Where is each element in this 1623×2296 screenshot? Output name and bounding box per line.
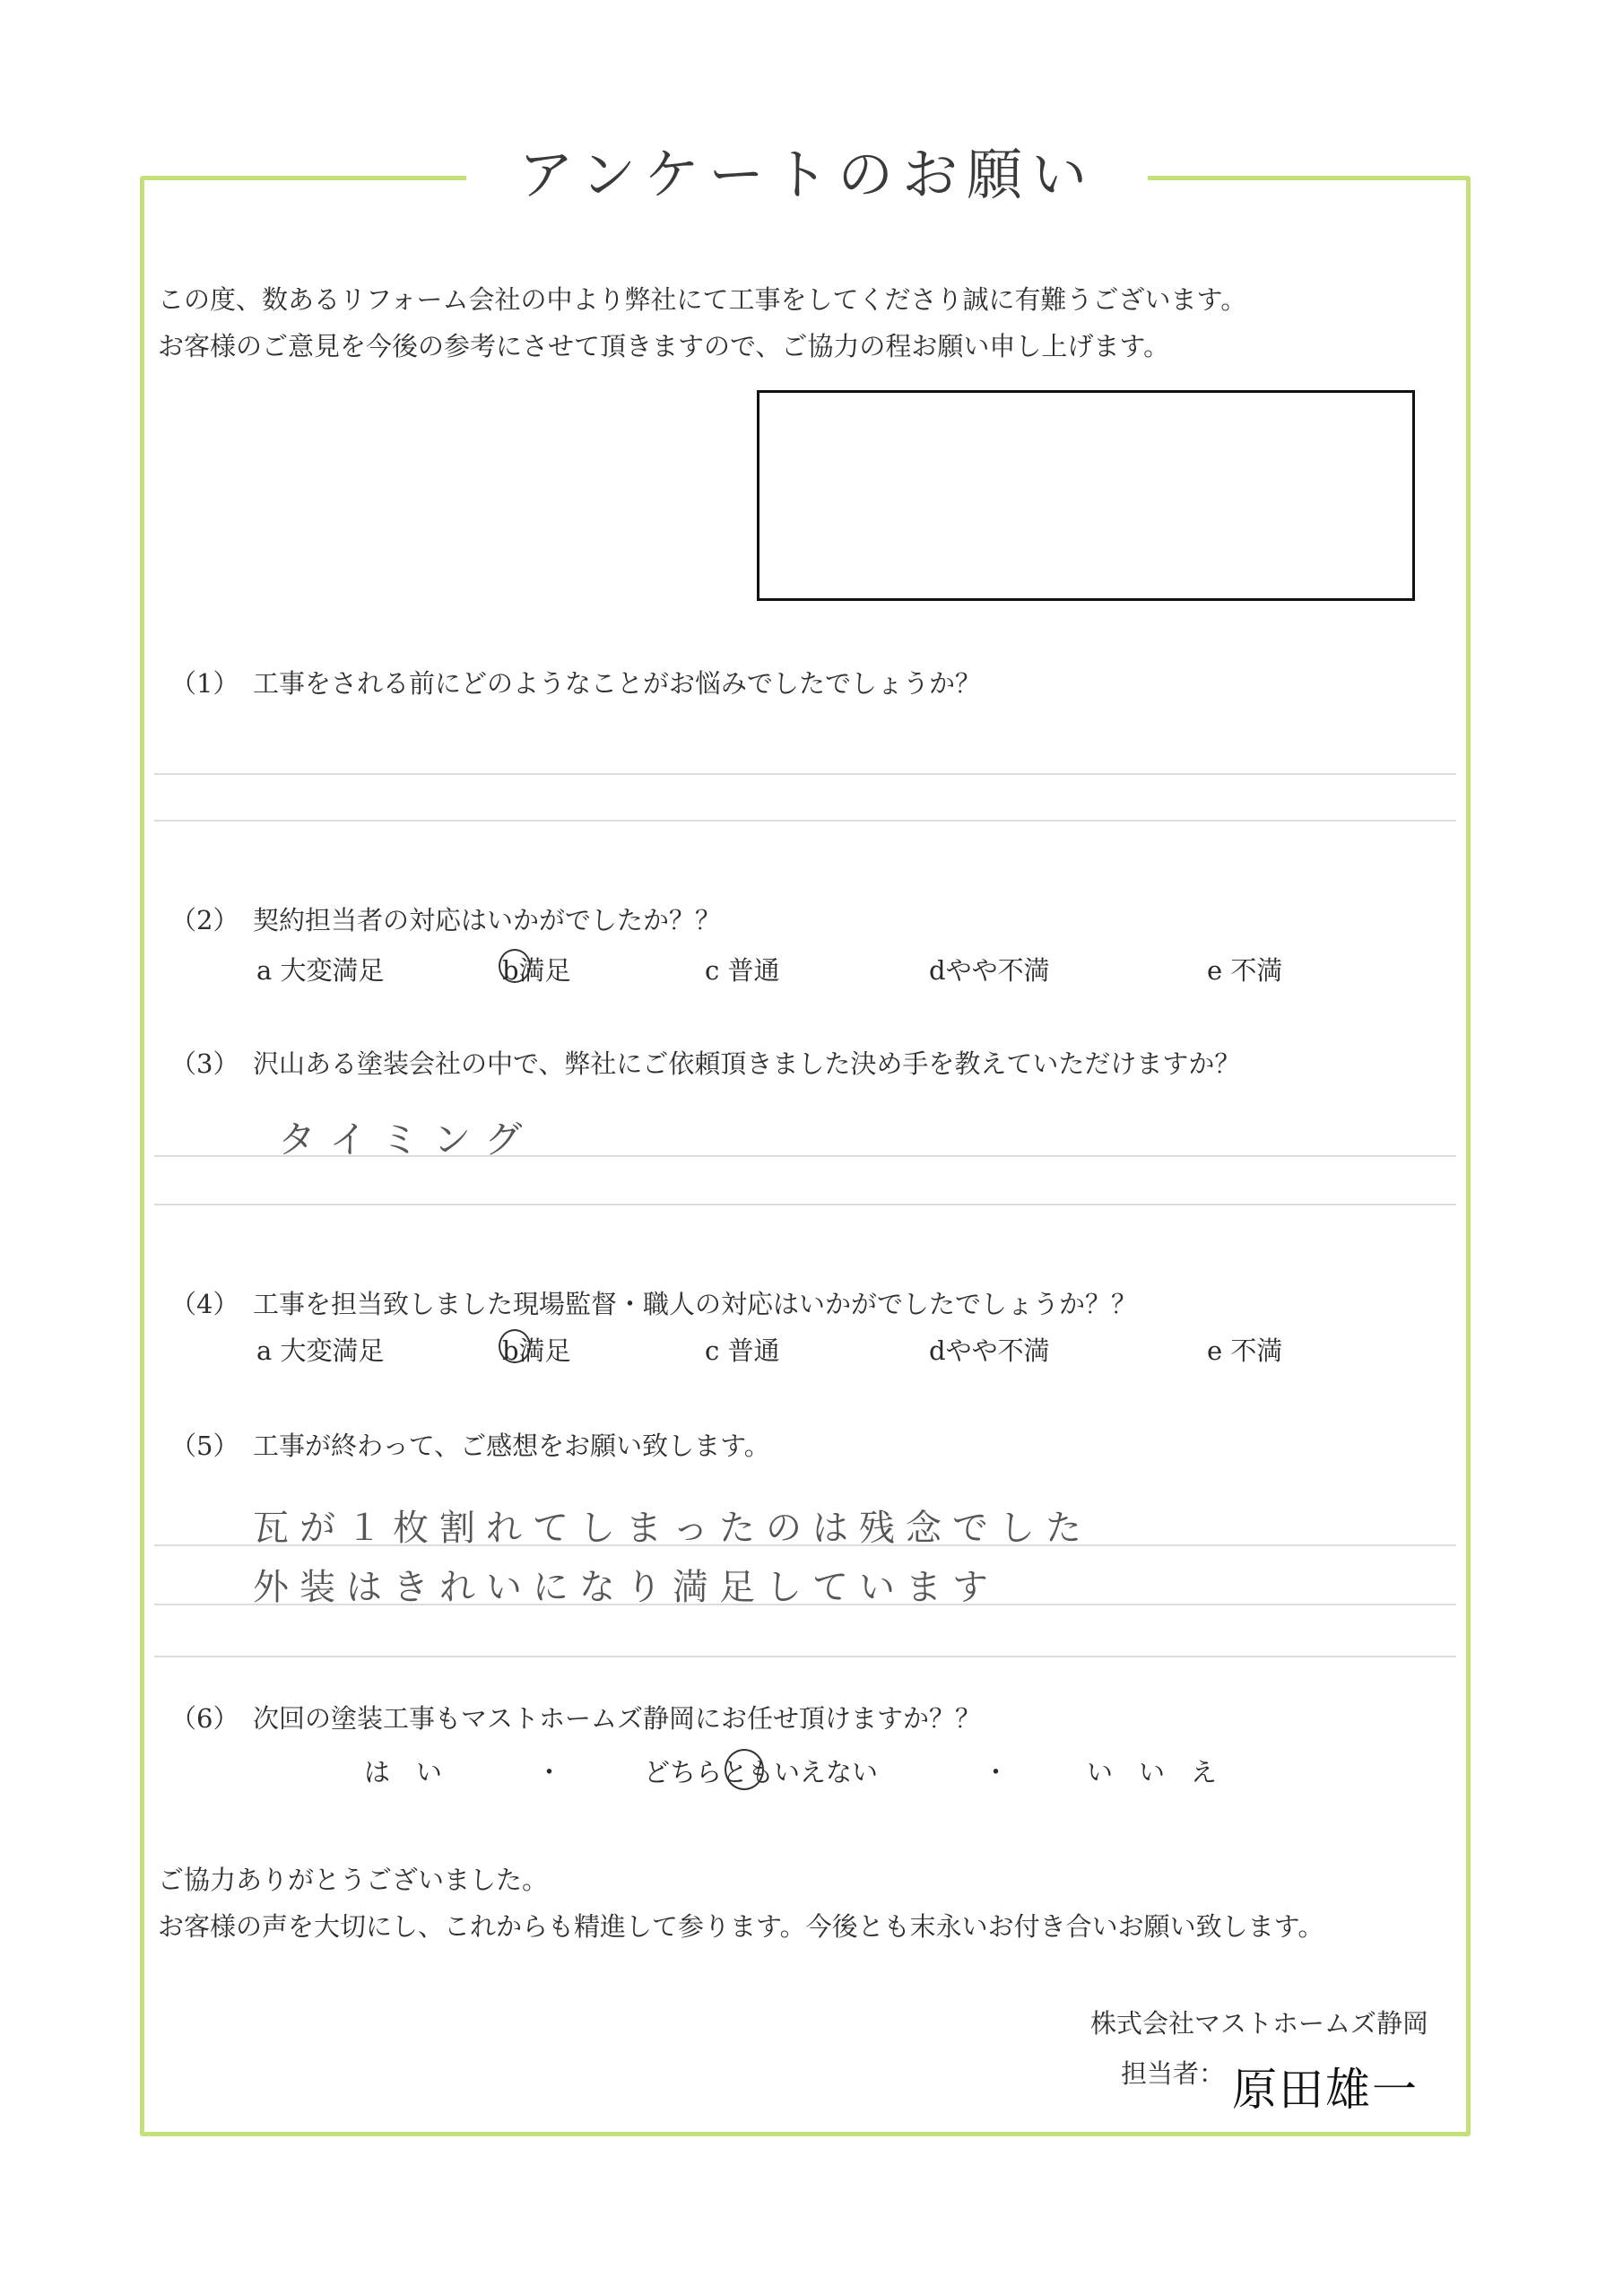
q3-answer-line-1 xyxy=(154,1155,1456,1157)
q3-number: （3） xyxy=(170,1048,239,1079)
q4-selected-circle xyxy=(499,1329,531,1363)
q4-option-a: a 大変満足 xyxy=(256,1335,385,1366)
q5-handwritten-line-2: 外装はきれいになり満足しています xyxy=(253,1567,999,1608)
q2-option-b: b満足 xyxy=(502,955,571,986)
q3-text: 沢山ある塗装会社の中で、弊社にご依頼頂きました決め手を教えていただけますか？ xyxy=(253,1048,1241,1079)
closing-line-2: お客様の声を大切にし、これからも精進して参ります。今後とも末永いお付き合いお願い致します。 xyxy=(158,1911,1324,1942)
q6-option-no: い い え xyxy=(1087,1757,1218,1787)
q2-number: （2） xyxy=(170,905,239,935)
q4-option-b: b満足 xyxy=(502,1335,571,1366)
q5-handwritten-line-1: 瓦が１枚割れてしまったのは残念でした xyxy=(253,1508,1092,1549)
q6-separator-2: ・ xyxy=(983,1757,1010,1787)
q6-separator-1: ・ xyxy=(536,1757,563,1787)
staff-signature: 原田雄一 xyxy=(1232,2064,1419,2116)
q4-text: 工事を担当致しました現場監督・職人の対応はいかがでしたでしょうか？？ xyxy=(253,1289,1138,1319)
q5-number: （5） xyxy=(170,1431,239,1461)
q5-answer-line-2 xyxy=(154,1604,1456,1605)
q6-selected-circle xyxy=(725,1749,764,1790)
q2-text: 契約担当者の対応はいかがでしたか？？ xyxy=(253,905,722,935)
closing-line-1: ご協力ありがとうございました。 xyxy=(158,1865,549,1895)
q6-option-yes: は い xyxy=(364,1757,443,1787)
q4-number: （4） xyxy=(170,1289,239,1319)
q6-option-neither: どちらともいえない xyxy=(644,1757,879,1787)
q2-option-c: c 普通 xyxy=(705,955,780,986)
intro-line-2: お客様のご意見を今後の参考にさせて頂きますので、ご協力の程お願い申し上げます。 xyxy=(158,331,1170,361)
company-name: 株式会社マストホームズ静岡 xyxy=(1090,2008,1429,2039)
intro-line-1: この度、数あるリフォーム会社の中より弊社にて工事をしてくださり誠に有難うございます。 xyxy=(158,284,1247,315)
q1-answer-line-1 xyxy=(154,773,1456,775)
q5-answer-line-1 xyxy=(154,1544,1456,1546)
q1-text: 工事をされる前にどのようなことがお悩みでしたでしょうか？ xyxy=(253,668,982,699)
q2-option-a: a 大変満足 xyxy=(256,955,385,986)
q6-text: 次回の塗装工事もマストホームズ静岡にお任せ頂けますか？？ xyxy=(253,1703,982,1734)
q2-option-e: e 不満 xyxy=(1207,955,1283,986)
customer-name-box xyxy=(757,390,1415,601)
q3-handwritten-answer: タイミング xyxy=(278,1118,537,1161)
q3-answer-line-2 xyxy=(154,1204,1456,1205)
q1-answer-line-2 xyxy=(154,820,1456,822)
q1-number: （1） xyxy=(170,668,239,699)
q4-option-c: c 普通 xyxy=(705,1335,780,1366)
staff-label: 担当者： xyxy=(1121,2058,1226,2089)
q6-number: （6） xyxy=(170,1703,239,1734)
q2-selected-circle xyxy=(499,949,531,983)
q4-option-e: e 不満 xyxy=(1207,1335,1283,1366)
page-title: アンケートのお願い xyxy=(466,135,1148,215)
q5-text: 工事が終わって、ご感想をお願い致します。 xyxy=(253,1431,770,1461)
q5-answer-line-3 xyxy=(154,1656,1456,1657)
q4-option-d: dやや不満 xyxy=(929,1335,1050,1366)
q2-option-d: dやや不満 xyxy=(929,955,1050,986)
